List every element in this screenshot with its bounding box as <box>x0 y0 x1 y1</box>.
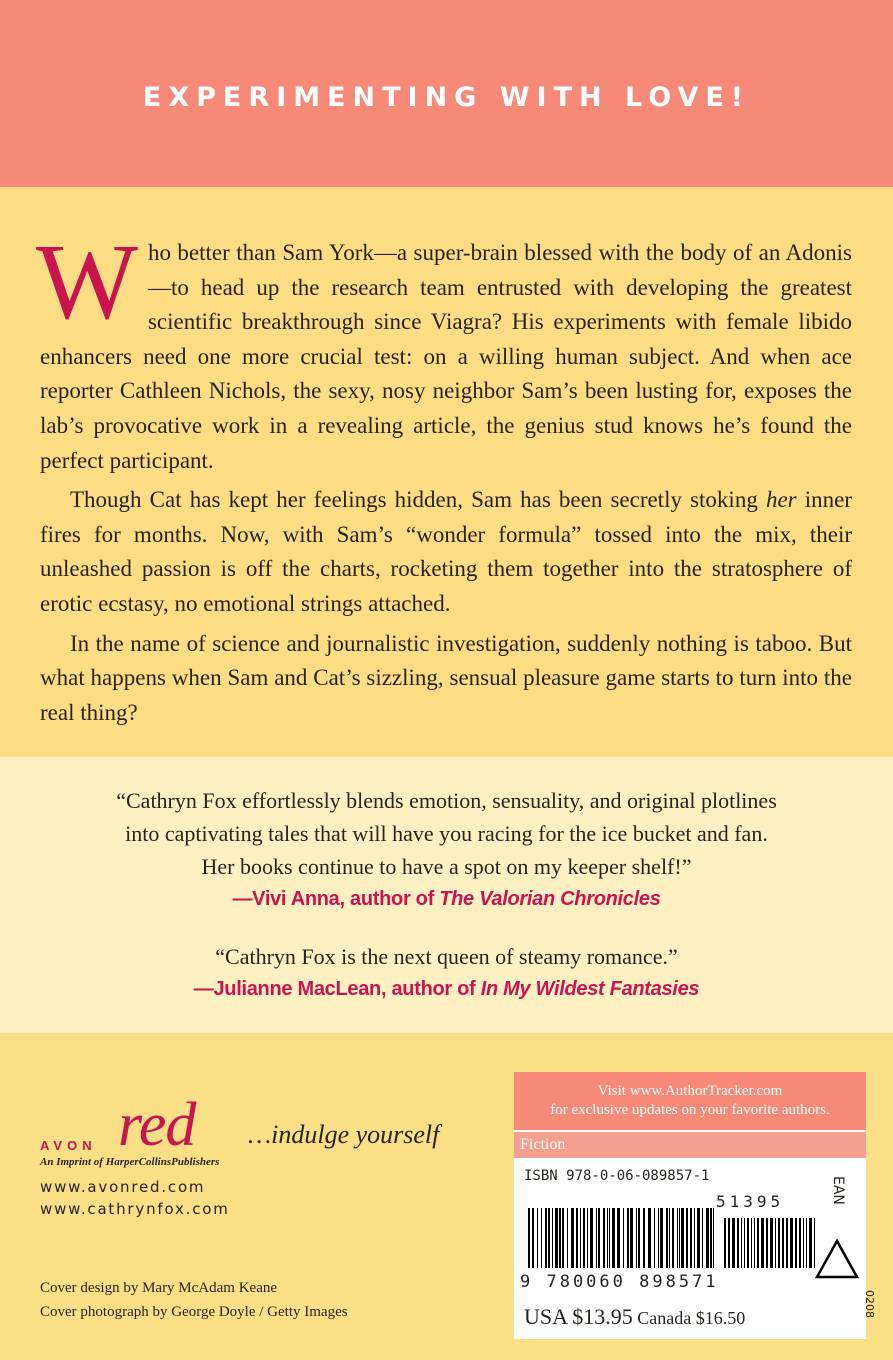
addon-bar <box>795 1218 797 1268</box>
cover-credits <box>40 1276 348 1324</box>
barcode-bar <box>686 1208 688 1268</box>
avon-logo: AVON <box>40 1138 97 1153</box>
tracker-line-2: for exclusive updates on your favorite authors. <box>550 1102 830 1118</box>
barcode-digits: 9 780060 898571 <box>520 1272 719 1292</box>
addon-bar <box>770 1218 773 1268</box>
blurb-paragraph-1 <box>36 223 852 478</box>
barcode-bar <box>545 1208 547 1268</box>
barcode-bar <box>552 1208 553 1268</box>
barcode-bar <box>690 1208 692 1268</box>
barcode-bar <box>706 1208 709 1268</box>
addon-bar <box>803 1218 804 1268</box>
barcode-bar <box>537 1208 538 1268</box>
barcode-bar <box>576 1208 578 1268</box>
quote-1-line-1: “Cathryn Fox effortlessly blends emotion, sensuality, and original plotlines <box>116 788 777 813</box>
quote-2-book-title: In My Wildest Fantasies <box>480 978 700 1000</box>
imprint-tagline: …indulge yourself <box>248 1120 440 1149</box>
barcode-bar <box>713 1208 714 1268</box>
barcode-bar <box>702 1208 703 1268</box>
addon-bar <box>741 1218 742 1268</box>
addon-bar <box>790 1218 793 1268</box>
blurb-p2-text-b: inner fires for months. Now, with Sam’s “wonder formula” tossed into the mix, their unleashed passion is off the charts, rocketing them together into the stratosphere of erotic ecstasy, no emotional strings attached. <box>40 487 853 616</box>
barcode-bar <box>548 1208 550 1268</box>
barcode-bar <box>660 1208 663 1268</box>
addon-bar <box>751 1218 752 1268</box>
url-cathrynfox[interactable]: www.cathrynfox.com <box>40 1200 230 1218</box>
barcode-bar <box>636 1208 637 1268</box>
barcode-bar <box>617 1208 620 1268</box>
price-addon-code: 51395 <box>716 1192 785 1211</box>
barcode-bar <box>541 1208 542 1268</box>
quote-1-line-2: into captivating tales that will have you racing for the ice bucket and fan. <box>125 821 768 846</box>
quote-2-line-1: “Cathryn Fox is the next queen of steamy romance.” <box>215 944 678 969</box>
addon-bar <box>778 1218 780 1268</box>
headline: EXPERIMENTING WITH LOVE! <box>142 82 751 113</box>
barcode-bars <box>528 1208 818 1268</box>
price-line <box>524 1304 745 1330</box>
addon-bar <box>799 1218 801 1268</box>
blurb-p2-text-a: Though Cat has kept her feelings hidden, Sam has been secretly stoking <box>70 487 766 513</box>
quote-2-attribution <box>0 973 893 1006</box>
barcode-bar <box>590 1208 593 1268</box>
barcode-bar <box>587 1208 588 1268</box>
print-code: 0208 <box>863 1290 876 1318</box>
barcode-bar <box>562 1208 564 1268</box>
addon-bar <box>744 1218 745 1268</box>
addon-bar <box>737 1218 739 1268</box>
addon-bar <box>766 1218 768 1268</box>
blurb-paragraph-3: In the name of science and journalistic investigation, suddenly nothing is taboo. But what happens when Sam and Cat’s sizzling, sensual pleasure game starts to turn into the real thing? <box>40 630 852 725</box>
barcode-bar <box>677 1208 678 1268</box>
addon-bar <box>754 1218 755 1268</box>
addon-bar <box>732 1218 735 1268</box>
quote-1-attribution <box>0 883 893 916</box>
barcode-bar <box>603 1208 605 1268</box>
barcode-bar <box>555 1208 558 1268</box>
barcode-bar <box>658 1208 659 1268</box>
review-quote-2 <box>0 940 893 1006</box>
addon-bar <box>728 1218 730 1268</box>
quote-1-author: —Vivi Anna, author of <box>232 888 440 910</box>
addon-bar <box>775 1218 776 1268</box>
barcode-bar <box>654 1208 655 1268</box>
genre-label: Fiction <box>514 1130 866 1158</box>
barcode-bar <box>672 1208 674 1268</box>
drop-cap: W <box>36 223 138 342</box>
blurb-paragraph-2 <box>40 483 852 621</box>
usa-price: USA $13.95 <box>524 1304 633 1329</box>
imprint-line: An Imprint of HarperCollinsPublishers <box>40 1156 220 1168</box>
barcode-bar <box>532 1208 534 1268</box>
barcode-bar <box>694 1208 695 1268</box>
blurb-p1-text: ho better than Sam York—a super-brain blessed with the body of an Adonis—to head up the research team entrusted with developing the greatest scientific breakthrough since Viagra? His experiments with female libido enhancers need one more crucial test: on a willing human subject. And when ace reporter Cathleen Nichols, the sexy, nosy neighbor Sam’s been lusting for, exposes the lab’s provocative work in a revealing article, the genius stud knows he’s found the perfect participant. <box>40 240 852 473</box>
barcode-bar <box>571 1208 574 1268</box>
addon-bar <box>782 1218 784 1268</box>
barcode-bar <box>528 1208 530 1268</box>
barcode-bar <box>612 1208 615 1268</box>
url-avonred[interactable]: www.avonred.com <box>40 1178 206 1196</box>
ean-label: EAN <box>830 1176 846 1205</box>
barcode-bar <box>598 1208 600 1268</box>
addon-bar <box>809 1218 812 1268</box>
addon-bar <box>786 1218 788 1268</box>
canada-price: Canada $16.50 <box>637 1308 746 1328</box>
publisher-block <box>40 1090 500 1230</box>
addon-bar <box>724 1218 726 1268</box>
barcode-bar <box>710 1208 712 1268</box>
barcode-bar <box>627 1208 629 1268</box>
quote-1-line-3: Her books continue to have a spot on my keeper shelf!” <box>201 854 692 879</box>
barcode-bar <box>583 1208 585 1268</box>
barcode-bar <box>669 1208 670 1268</box>
credit-photo: Cover photograph by George Doyle / Getty Images <box>40 1304 348 1320</box>
book-blurb <box>36 223 853 735</box>
barcode-bar <box>623 1208 624 1268</box>
author-tracker-banner <box>514 1072 866 1130</box>
quote-2-author: —Julianne MacLean, author of <box>193 978 481 1000</box>
barcode-bar <box>697 1208 700 1268</box>
barcode-bar <box>609 1208 610 1268</box>
barcode-bar <box>679 1208 680 1268</box>
addon-bar <box>806 1218 807 1268</box>
barcode-bar <box>580 1208 581 1268</box>
addon-bar <box>757 1218 759 1268</box>
triangle-icon <box>814 1238 860 1280</box>
barcode-bar <box>596 1208 597 1268</box>
credit-design: Cover design by Mary McAdam Keane <box>40 1280 278 1296</box>
tracker-line-1: Visit www.AuthorTracker.com <box>597 1083 783 1099</box>
isbn-text: ISBN 978-0-06-089857-1 <box>524 1168 710 1184</box>
barcode-bar <box>559 1208 561 1268</box>
barcode-bar <box>681 1208 684 1268</box>
barcode-bar <box>630 1208 633 1268</box>
addon-bar <box>761 1218 764 1268</box>
barcode-box <box>514 1072 866 1339</box>
barcode-bar <box>648 1208 651 1268</box>
red-logo: red <box>118 1091 196 1159</box>
blurb-p2-emphasis: her <box>765 487 797 513</box>
barcode-bar <box>638 1208 640 1268</box>
barcode-bar <box>567 1208 568 1268</box>
barcode-bar <box>607 1208 608 1268</box>
quote-1-book-title: The Valorian Chronicles <box>439 888 661 910</box>
barcode-bar <box>643 1208 645 1268</box>
barcode-bar <box>666 1208 668 1268</box>
review-quote-1 <box>0 784 893 916</box>
addon-bar <box>747 1218 749 1268</box>
